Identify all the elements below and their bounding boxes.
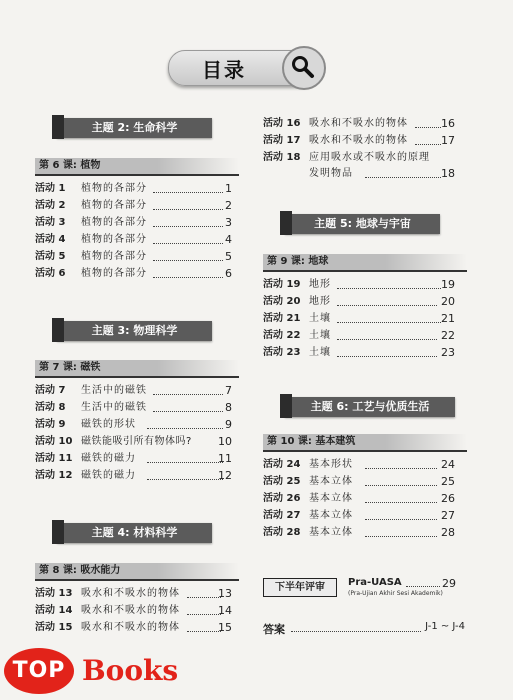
activity-title: 吸水和不吸水的物体	[81, 622, 180, 633]
page-number: 5	[225, 250, 232, 263]
list-item[interactable]	[263, 474, 455, 490]
leader-dots	[153, 260, 223, 261]
list-item[interactable]	[35, 181, 232, 197]
activity-label: 活动 16	[263, 118, 301, 129]
list-item[interactable]	[35, 400, 232, 416]
activity-title: 基本立体	[309, 527, 353, 538]
activity-title: 植物的各部分	[81, 268, 147, 279]
list-item[interactable]	[263, 277, 455, 293]
activity-label: 活动 5	[35, 251, 66, 262]
activity-title: 生活中的磁铁	[81, 385, 147, 396]
leader-dots	[415, 144, 441, 145]
page-title: 目录	[202, 58, 246, 82]
review-name[interactable]: Pra-UASA	[348, 577, 402, 588]
activity-title: 植物的各部分	[81, 183, 147, 194]
activity-title: 磁铁的形状	[81, 419, 136, 430]
activity-title: 吸水和不吸水的物体	[309, 118, 408, 129]
leader-dots	[187, 597, 221, 598]
list-item[interactable]	[35, 215, 232, 231]
leader-dots	[153, 277, 223, 278]
page-number: 6	[225, 267, 232, 280]
list-item[interactable]	[263, 311, 455, 327]
page-number: 23	[441, 346, 455, 359]
page-number: 16	[441, 117, 455, 130]
list-item[interactable]	[35, 603, 232, 619]
activity-title: 地形	[309, 279, 331, 290]
page-number: 11	[218, 452, 232, 465]
lesson-header-7: 第 7 课: 磁铁	[35, 360, 239, 378]
activity-title: 土壤	[309, 330, 331, 341]
list-item[interactable]	[263, 345, 455, 361]
list-item[interactable]	[35, 266, 232, 282]
activity-label: 活动 12	[35, 470, 73, 481]
page-number: 10	[218, 435, 232, 448]
activity-title: 应用吸水或不吸水的原理	[309, 152, 430, 163]
activity-title: 土壤	[309, 313, 331, 324]
activity-label: 活动 22	[263, 330, 301, 341]
activity-title: 植物的各部分	[81, 251, 147, 262]
page-number: 12	[218, 469, 232, 482]
leader-dots	[153, 394, 223, 395]
activity-label: 活动 20	[263, 296, 301, 307]
page-number: 19	[441, 278, 455, 291]
activity-label: 活动 23	[263, 347, 301, 358]
activity-label: 活动 13	[35, 588, 73, 599]
list-item[interactable]	[263, 457, 455, 473]
page-number: 9	[225, 418, 232, 431]
leader-dots	[337, 305, 437, 306]
answers-entry[interactable]	[263, 621, 465, 637]
lesson-header-9: 第 9 课: 地球	[263, 254, 467, 272]
leader-dots	[291, 631, 421, 632]
activity-title: 地形	[309, 296, 331, 307]
leader-dots	[153, 226, 223, 227]
list-item[interactable]	[35, 451, 232, 467]
page-number: 2	[225, 199, 232, 212]
topbooks-logo	[0, 642, 200, 700]
activity-label: 活动 19	[263, 279, 301, 290]
review-box: 下半年评审	[263, 578, 337, 597]
activity-title: 磁铁的磁力	[81, 453, 136, 464]
activity-label: 活动 21	[263, 313, 301, 324]
list-item[interactable]	[35, 620, 232, 636]
leader-dots	[365, 519, 437, 520]
lesson-header-10: 第 10 课: 基本建筑	[263, 434, 467, 452]
theme-header-6: 主题 6: 工艺与优质生活	[285, 397, 455, 417]
activity-title: 植物的各部分	[81, 234, 147, 245]
list-item[interactable]	[35, 383, 232, 399]
page-number: 21	[441, 312, 455, 325]
page-number: 22	[441, 329, 455, 342]
page-number: 27	[441, 509, 455, 522]
list-item[interactable]	[263, 328, 455, 344]
leader-dots	[153, 243, 223, 244]
leader-dots	[147, 428, 223, 429]
lesson-header-6: 第 6 课: 植物	[35, 158, 239, 176]
page-number: 25	[441, 475, 455, 488]
activity-title: 植物的各部分	[81, 217, 147, 228]
activity-title: 基本立体	[309, 510, 353, 521]
activity-label: 活动 3	[35, 217, 66, 228]
activity-label: 活动 6	[35, 268, 66, 279]
activity-label: 活动 11	[35, 453, 73, 464]
leader-dots	[337, 339, 437, 340]
theme-header-4: 主题 4: 材料科学	[57, 523, 212, 543]
activity-label: 活动 10	[35, 436, 73, 447]
review-page-number: 29	[442, 577, 456, 590]
page-number: 20	[441, 295, 455, 308]
activity-title: 磁铁能吸引所有物体吗?	[81, 436, 192, 447]
activity-title: 生活中的磁铁	[81, 402, 147, 413]
list-item[interactable]	[263, 133, 455, 149]
list-item[interactable]	[35, 417, 232, 433]
list-item[interactable]	[263, 525, 455, 541]
page-number: 15	[218, 621, 232, 634]
activity-label: 活动 26	[263, 493, 301, 504]
page-number: 28	[441, 526, 455, 539]
leader-dots	[406, 586, 440, 587]
leader-dots	[147, 462, 223, 463]
theme-header-5: 主题 5: 地球与宇宙	[285, 214, 440, 234]
leader-dots	[337, 356, 437, 357]
page-number: 26	[441, 492, 455, 505]
lesson-header-8: 第 8 课: 吸水能力	[35, 563, 239, 581]
list-item[interactable]	[263, 508, 455, 524]
page-number: 1	[225, 182, 232, 195]
leader-dots	[365, 468, 437, 469]
leader-dots	[153, 411, 223, 412]
leader-dots	[337, 322, 441, 323]
answers-page-range: J-1 ~ J-4	[425, 621, 465, 632]
logo-top-badge: TOP	[4, 648, 74, 694]
list-item[interactable]	[35, 232, 232, 248]
activity-label: 活动 9	[35, 419, 66, 430]
page-number: 13	[218, 587, 232, 600]
activity-title: 吸水和不吸水的物体	[81, 588, 180, 599]
activity-label: 活动 14	[35, 605, 73, 616]
activity-label: 活动 17	[263, 135, 301, 146]
activity-title: 吸水和不吸水的物体	[81, 605, 180, 616]
leader-dots	[365, 536, 437, 537]
leader-dots	[365, 177, 441, 178]
activity-label: 活动 25	[263, 476, 301, 487]
page-number: 8	[225, 401, 232, 414]
leader-dots	[187, 614, 221, 615]
page-number: 4	[225, 233, 232, 246]
leader-dots	[365, 502, 437, 503]
activity-label: 活动 2	[35, 200, 66, 211]
page-number: 3	[225, 216, 232, 229]
leader-dots	[415, 127, 441, 128]
list-item[interactable]	[263, 294, 455, 310]
activity-label: 活动 1	[35, 183, 66, 194]
activity-title: 基本形状	[309, 459, 353, 470]
leader-dots	[337, 288, 441, 289]
leader-dots	[147, 479, 223, 480]
list-item[interactable]	[35, 198, 232, 214]
list-item[interactable]	[35, 249, 232, 265]
theme-header-2: 主题 2: 生命科学	[57, 118, 212, 138]
activity-title: 基本立体	[309, 493, 353, 504]
activity-label: 活动 15	[35, 622, 73, 633]
leader-dots	[187, 631, 221, 632]
page-number: 17	[441, 134, 455, 147]
page-number: 24	[441, 458, 455, 471]
activity-label: 活动 7	[35, 385, 66, 396]
activity-title: 基本立体	[309, 476, 353, 487]
activity-title: 磁铁的磁力	[81, 470, 136, 481]
review-subtitle: (Pra-Ujian Akhir Sesi Akademik)	[348, 590, 443, 597]
activity-label: 活动 28	[263, 527, 301, 538]
page-number: 7	[225, 384, 232, 397]
activity-label: 活动 27	[263, 510, 301, 521]
leader-dots	[153, 192, 223, 193]
activity-label: 活动 18	[263, 152, 301, 163]
list-item[interactable]	[35, 586, 232, 602]
activity-label: 活动 4	[35, 234, 66, 245]
list-item[interactable]	[35, 468, 232, 484]
list-item[interactable]	[263, 116, 455, 132]
list-item[interactable]	[263, 491, 455, 507]
activity-title: 植物的各部分	[81, 200, 147, 211]
logo-books-text: Books	[82, 654, 179, 687]
page-number: 14	[218, 604, 232, 617]
leader-dots	[365, 485, 437, 486]
magnifier-icon	[282, 46, 326, 90]
leader-dots	[153, 209, 223, 210]
list-item[interactable]	[263, 150, 455, 182]
activity-label: 活动 8	[35, 402, 66, 413]
title-banner	[168, 48, 328, 88]
activity-title: 土壤	[309, 347, 331, 358]
activity-title-line2: 发明物品	[309, 168, 353, 179]
activity-title: 吸水和不吸水的物体	[309, 135, 408, 146]
activity-label: 活动 24	[263, 459, 301, 470]
theme-header-3: 主题 3: 物理科学	[57, 321, 212, 341]
list-item[interactable]	[35, 434, 232, 450]
page-number: 18	[441, 167, 455, 180]
answers-label: 答案	[263, 623, 285, 636]
